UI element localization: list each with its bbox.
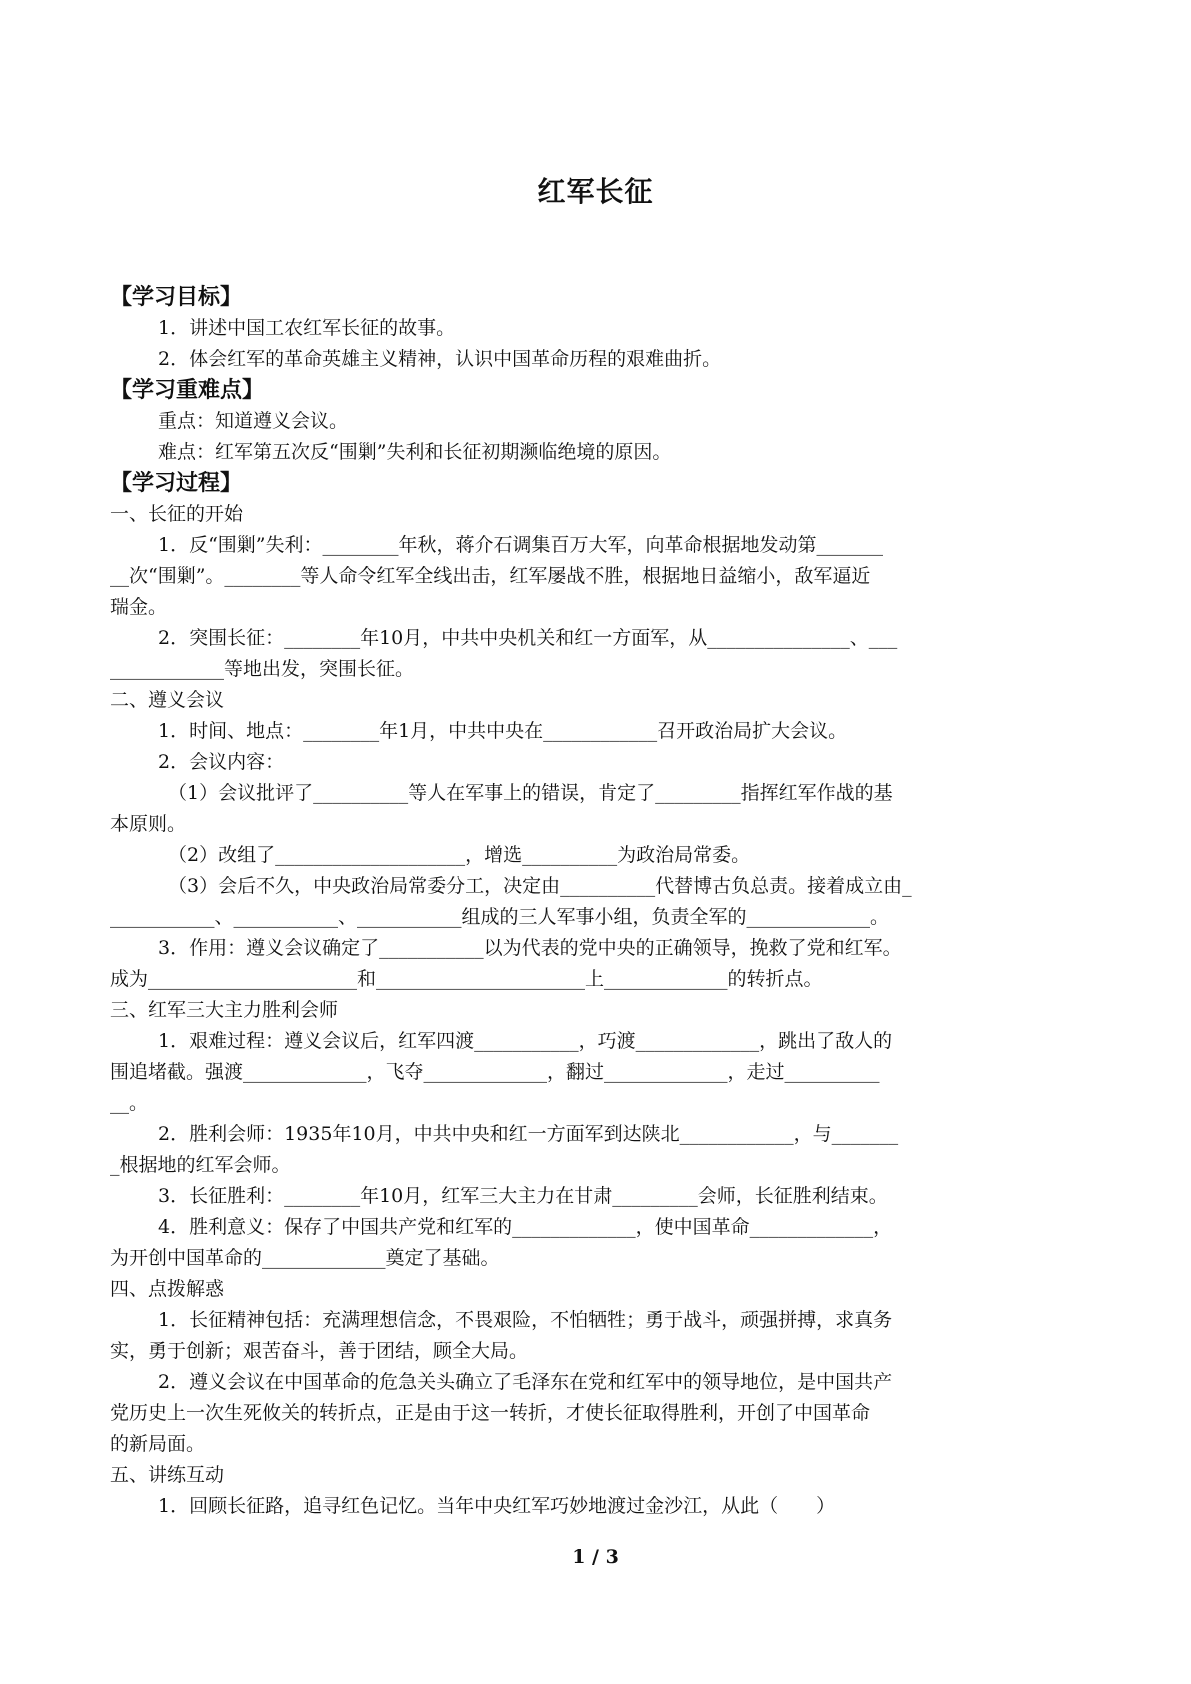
text-line: 为开创中国革命的_____________奠定了基础。 <box>110 1247 500 1269</box>
text-line: 1．时间、地点：________年1月，中共中央在____________召开政治局扩大会议。 <box>158 720 848 742</box>
text-line: （3）会后不久，中央政治局常委分工，决定由__________代替博古负总责。接着成立由_ <box>168 875 912 897</box>
text-line: （1）会议批评了__________等人在军事上的错误，肯定了_________指挥红军作战的基 <box>168 782 893 804</box>
text-line: 本原则。 <box>110 813 187 835</box>
document-body <box>110 282 1085 1522</box>
text-line: 的新局面。 <box>110 1433 206 1455</box>
text-line: __次“围剿”。________等人命令红军全线出击，红军屡战不胜，根据地日益缩小，敌军逼近 <box>110 565 871 587</box>
text-line: 二、遵义会议 <box>110 689 225 711</box>
text-line: 瑞金。 <box>110 596 168 618</box>
page-number: 1 / 3 <box>572 1546 619 1568</box>
section-heading: 【学习目标】 <box>110 285 243 310</box>
text-line: 一、长征的开始 <box>110 503 244 525</box>
text-line: 围追堵截。强渡_____________，飞夺_____________，翻过_____________，走过__________ <box>110 1061 880 1083</box>
text-line: 4．胜利意义：保存了中国共产党和红军的_____________，使中国革命_____________， <box>158 1216 893 1238</box>
text-line: 1．回顾长征路，追寻红色记忆。当年中央红军巧妙地渡过金沙江，从此（ ） <box>158 1495 836 1517</box>
text-line: 2．体会红军的革命英雄主义精神，认识中国革命历程的艰难曲折。 <box>158 348 722 370</box>
text-line: （2）改组了____________________，增选__________为政治局常委。 <box>168 844 751 866</box>
text-line: ___________、___________、___________组成的三人军事小组，负责全军的_____________。 <box>110 906 890 928</box>
text-line: 成为______________________和______________________上_____________的转折点。 <box>110 968 823 990</box>
section-heading: 【学习过程】 <box>110 471 243 496</box>
section-heading: 【学习重难点】 <box>110 378 265 403</box>
text-line: 重点：知道遵义会议。 <box>158 410 349 432</box>
text-line: 1．长征精神包括：充满理想信念，不畏艰险，不怕牺牲；勇于战斗，顽强拼搏，求真务 <box>158 1309 893 1331</box>
text-line: _根据地的红军会师。 <box>110 1154 291 1176</box>
text-line: 1．讲述中国工农红军长征的故事。 <box>158 317 456 339</box>
text-line: 2．胜利会师：1935年10月，中共中央和红一方面军到达陕北____________，与_______ <box>158 1123 899 1145</box>
page-title: 红军长征 <box>537 175 654 208</box>
text-line: 3．长征胜利：________年10月，红军三大主力在甘肃_________会师，长征胜利结束。 <box>158 1185 888 1207</box>
text-line: 四、点拨解惑 <box>110 1278 225 1300</box>
text-line: 3．作用：遵义会议确定了___________以为代表的党中央的正确领导，挽救了党和红军。 <box>158 937 902 959</box>
text-line: 1．艰难过程：遵义会议后，红军四渡___________，巧渡_____________，跳出了敌人的 <box>158 1030 893 1052</box>
text-line: 实，勇于创新；艰苦奋斗，善于团结，顾全大局。 <box>110 1340 529 1362</box>
text-line: 1．反“围剿”失利：________年秋，蒋介石调集百万大军，向革命根据地发动第_______ <box>158 534 884 556</box>
text-line: 难点：红军第五次反“围剿”失利和长征初期濒临绝境的原因。 <box>158 441 672 463</box>
text-line: __。 <box>110 1092 149 1114</box>
text-line: 党历史上一次生死攸关的转折点，正是由于这一转折，才使长征取得胜利，开创了中国革命 <box>110 1402 871 1424</box>
text-line: 三、红军三大主力胜利会师 <box>110 999 339 1021</box>
text-line: 2．突围长征：________年10月，中共中央机关和红一方面军，从_______________、___ <box>158 627 898 649</box>
text-line: 五、讲练互动 <box>110 1464 225 1486</box>
text-line: ____________等地出发，突围长征。 <box>110 658 415 680</box>
text-line: 2．遵义会议在中国革命的危急关头确立了毛泽东在党和红军中的领导地位，是中国共产 <box>158 1371 893 1393</box>
text-line: 2．会议内容： <box>158 751 285 773</box>
